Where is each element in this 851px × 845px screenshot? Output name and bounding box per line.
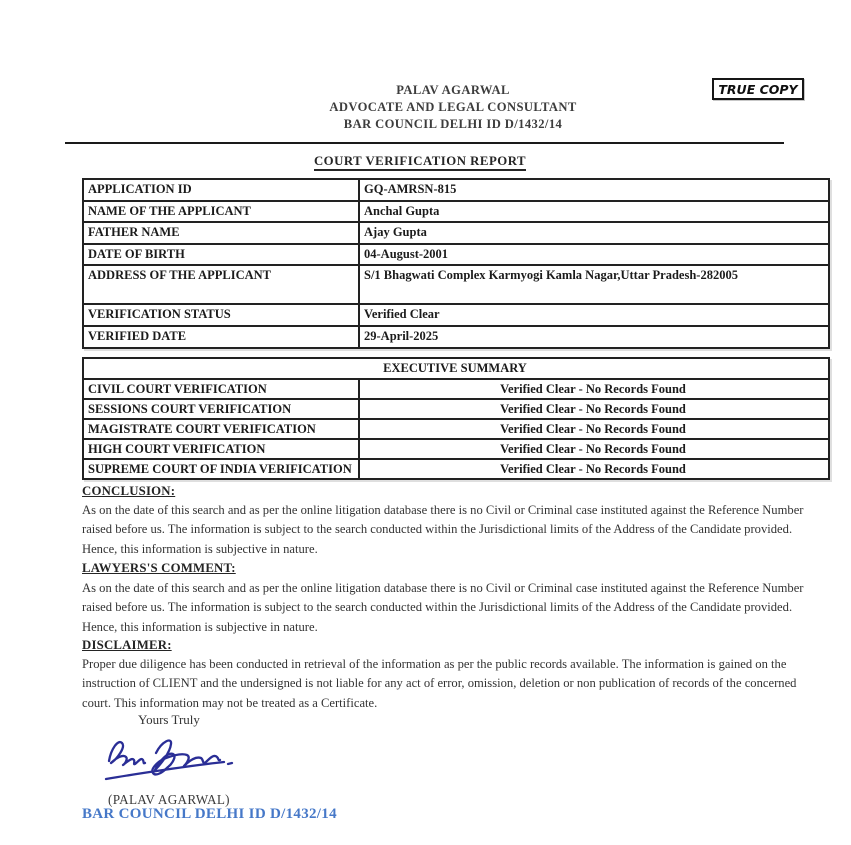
row-label: CIVIL COURT VERIFICATION [83, 379, 359, 399]
conclusion-heading: CONCLUSION: [82, 484, 176, 498]
row-label: ADDRESS OF THE APPLICANT [83, 265, 359, 304]
row-label: HIGH COURT VERIFICATION [83, 439, 359, 459]
row-label: SUPREME COURT OF INDIA VERIFICATION [83, 459, 359, 479]
report-title-wrap [0, 152, 840, 170]
row-value: Verified Clear - No Records Found [359, 419, 829, 439]
table-row [83, 201, 829, 222]
advocate-bar-id: BAR COUNCIL DELHI ID D/1432/14 [343, 117, 563, 131]
row-value: GQ-AMRSN-815 [359, 179, 829, 201]
row-label: FATHER NAME [83, 222, 359, 244]
conclusion-body: As on the date of this search and as per the online litigation database there is no Civil or Criminal case instituted against the Reference Number raised before us. The information is subject to the search conducted within the Jurisdictional limits of the Address of the Candidate provided. Hence, this information is subjective in nature. [82, 503, 804, 556]
true-copy-stamp-label: TRUE COPY [718, 81, 798, 97]
row-label: DATE OF BIRTH [83, 244, 359, 265]
executive-summary-header: EXECUTIVE SUMMARY [83, 358, 829, 379]
row-value: Verified Clear - No Records Found [359, 459, 829, 479]
row-value: Anchal Gupta [359, 201, 829, 222]
disclaimer-body: Proper due diligence has been conducted in retrieval of the information as per the public records available. The information is gained on the instruction of CLIENT and the undersigned is not liable for any act of error, omission, deletion or non publication of records of the concerned court. This information may not be treated as a Certificate. [82, 657, 797, 710]
table-row [83, 222, 829, 244]
table-row [83, 439, 829, 459]
lawyers-comment-heading: LAWYERS'S COMMENT: [82, 561, 236, 575]
table-row [83, 459, 829, 479]
letterhead [120, 82, 786, 133]
closing-salutation: Yours Truly [138, 712, 200, 727]
row-value: Verified Clear [359, 304, 829, 326]
applicant-details-table [82, 178, 830, 349]
advocate-name: PALAV AGARWAL [396, 83, 510, 97]
table-row [83, 399, 829, 419]
true-copy-stamp [712, 78, 804, 100]
table-row [83, 326, 829, 348]
row-value: S/1 Bhagwati Complex Karmyogi Kamla Nagar,Uttar Pradesh-282005 [359, 265, 829, 304]
row-label: VERIFICATION STATUS [83, 304, 359, 326]
signature-ink-icon [100, 727, 250, 789]
row-label: NAME OF THE APPLICANT [83, 201, 359, 222]
row-value: Verified Clear - No Records Found [359, 379, 829, 399]
signatory-bar-council-id: BAR COUNCIL DELHI ID D/1432/14 [82, 806, 337, 822]
row-value: 29-April-2025 [359, 326, 829, 348]
row-value: Ajay Gupta [359, 222, 829, 244]
table-row [83, 244, 829, 265]
table-row [83, 304, 829, 326]
row-label: MAGISTRATE COURT VERIFICATION [83, 419, 359, 439]
row-value: Verified Clear - No Records Found [359, 399, 829, 419]
header-divider-line [65, 142, 784, 144]
row-label: APPLICATION ID [83, 179, 359, 201]
table-row [83, 179, 829, 201]
table-row [83, 265, 829, 304]
advocate-role: ADVOCATE AND LEGAL CONSULTANT [329, 100, 577, 114]
executive-summary-table [82, 357, 830, 480]
row-value: Verified Clear - No Records Found [359, 439, 829, 459]
table-row [83, 379, 829, 399]
signatory-name: (PALAV AGARWAL) [108, 792, 230, 807]
row-label: SESSIONS COURT VERIFICATION [83, 399, 359, 419]
table-row [83, 419, 829, 439]
report-title: COURT VERIFICATION REPORT [314, 154, 526, 171]
row-value: 04-August-2001 [359, 244, 829, 265]
handwritten-signature [100, 727, 250, 789]
table-header-row [83, 358, 829, 379]
row-label: VERIFIED DATE [83, 326, 359, 348]
lawyers-comment-body: As on the date of this search and as per the online litigation database there is no Civil or Criminal case instituted against the Reference Number raised before us. The information is subject to the search conducted within the Jurisdictional limits of the Address of the Candidate provided. Hence, this information is subjective in nature. [82, 581, 804, 634]
disclaimer-heading: DISCLAIMER: [82, 638, 172, 652]
